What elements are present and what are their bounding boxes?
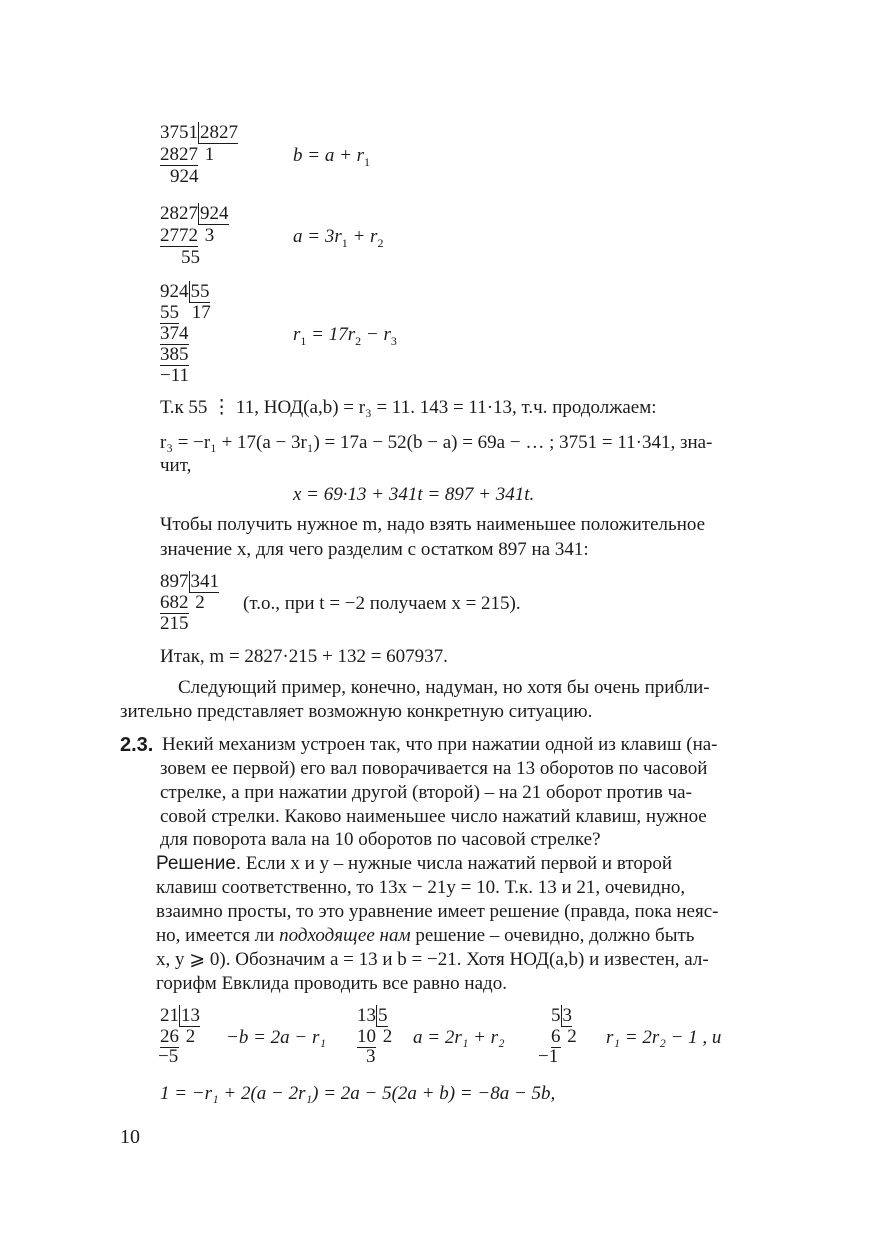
d3-eq xyxy=(293,324,397,352)
solution-label: Решение. xyxy=(156,853,242,874)
d1-eq-sub: 1 xyxy=(364,154,371,169)
d2-eq-s1: 1 xyxy=(341,235,348,250)
d1-eq xyxy=(293,145,370,173)
d4-divisor: 341 xyxy=(190,571,219,592)
e3-quot: 2 xyxy=(567,1026,577,1047)
d4-sub: 682 xyxy=(160,592,189,613)
solution-l4c: решение – очевидно, должно быть xyxy=(410,925,695,946)
problem-line-2: зовем ее первой) его вал поворачивается на 13 оборотов по часовой xyxy=(160,758,708,779)
problem-number: 2.3. xyxy=(120,734,154,756)
problem-line-5: для поворота вала на 10 оборотов по часовой стрелке? xyxy=(160,829,601,850)
d4-dividend: 897 xyxy=(160,571,189,592)
d2-eq-a: a = 3r xyxy=(293,226,342,247)
tk-line: Т.к 55 ⋮ 11, НОД(a,b) = r₃ = 11. 143 = 11·13, т.ч. продолжаем: xyxy=(160,397,657,418)
next-line2: зительно представляет возможную конкретную ситуацию. xyxy=(120,701,593,722)
d3-quot: 17 xyxy=(191,302,211,323)
d3-eq-c: − r xyxy=(361,324,391,345)
e2-quot: 2 xyxy=(382,1026,393,1047)
d1-quot: 1 xyxy=(204,144,215,165)
d3-l4-text: 385 xyxy=(160,344,189,365)
e2-rem: 3 xyxy=(366,1046,376,1067)
solution-line-6: горифм Евклида проводить все равно надо. xyxy=(156,973,507,994)
chit-line: чит, xyxy=(160,455,192,476)
e2-sub: 10 xyxy=(357,1026,376,1047)
e2-dividend: 13 xyxy=(357,1005,376,1026)
solution-line-2: клавиш соответственно, то 13x − 21y = 10. Т.к. 13 и 21, очевидно, xyxy=(156,877,686,898)
d1-dividend: 3751 xyxy=(160,122,198,143)
e1-dividend-row xyxy=(160,1005,200,1027)
solution-l1-text: Если x и y – нужные числа нажатий первой и второй xyxy=(241,853,673,874)
e1-rem: −5 xyxy=(158,1046,179,1067)
d1-sub: 2827 xyxy=(160,144,198,165)
d4-dividend-row xyxy=(160,571,219,593)
problem-line-3: стрелке, а при нажатии другой (второй) – на 21 оборот против ча- xyxy=(160,782,692,803)
d1-dividend-row xyxy=(160,122,238,144)
e1-divisor: 13 xyxy=(181,1005,200,1026)
d3-line3 xyxy=(160,323,189,345)
d3-dividend: 924 xyxy=(160,281,189,302)
d2-rem: 55 xyxy=(181,247,200,268)
d3-eq-s1: 1 xyxy=(300,333,307,348)
d2-dividend-row xyxy=(160,203,229,225)
solution-l4b: подходящее нам xyxy=(279,925,411,946)
e3-sub: 6 xyxy=(551,1026,561,1047)
problem-line-4: совой стрелки. Каково наименьшее число нажатий клавиш, нужное xyxy=(160,806,707,827)
solution-line-3: взаимно просты, то это уравнение имеет решение (правда, пока неяс- xyxy=(156,901,719,922)
d2-eq-b: + r xyxy=(347,226,378,247)
e3-dividend-row xyxy=(551,1005,572,1027)
e3-rem: −1 xyxy=(538,1046,559,1067)
e3-divisor: 3 xyxy=(562,1005,572,1026)
solution-line-1 xyxy=(156,853,672,875)
para1-line2: значение x, для чего разделим с остатком 897 на 341: xyxy=(160,539,589,560)
d4-rem: 215 xyxy=(160,613,189,634)
d1-sub-row xyxy=(160,144,214,166)
e3-sub-row xyxy=(551,1026,577,1048)
solution-l4a: но, имеется ли xyxy=(156,925,280,946)
e1-quot: 2 xyxy=(185,1026,196,1047)
e1-sub-row xyxy=(160,1026,195,1048)
final-equation: 1 = −r₁ + 2(a − 2r₁) = 2a − 5(2a + b) = −8a − 5b, xyxy=(160,1083,556,1104)
e3-eq: r₁ = 2r₂ − 1 , и xyxy=(606,1027,722,1048)
d2-sub-row xyxy=(160,225,214,247)
d4-sub-row xyxy=(160,592,205,614)
d2-sub: 2772 xyxy=(160,225,198,246)
d1-divisor: 2827 xyxy=(200,122,238,143)
itak-line: Итак, m = 2827·215 + 132 = 607937. xyxy=(160,646,448,667)
d3-rem: −11 xyxy=(160,365,190,386)
e2-dividend-row xyxy=(357,1005,388,1027)
d4-quot: 2 xyxy=(195,592,205,613)
d3-l3-text: 374 xyxy=(160,323,189,344)
d1-eq-main: b = a + r xyxy=(293,145,365,166)
d2-eq-s2: 2 xyxy=(377,235,384,250)
d3-line4 xyxy=(160,344,189,366)
d3-eq-s3: 3 xyxy=(390,333,397,348)
d3-dividend-row xyxy=(160,281,210,303)
d2-divisor: 924 xyxy=(200,203,229,224)
e2-sub-row xyxy=(357,1026,392,1048)
d3-sub-row xyxy=(160,302,211,324)
d3-eq-b: = 17r xyxy=(306,324,356,345)
solution-line-5: x, y ⩾ 0). Обозначим a = 13 и b = −21. Хотя НОД(a,b) и известен, ал- xyxy=(156,949,709,970)
d3-divisor: 55 xyxy=(190,281,210,302)
problem-line-1: Некий механизм устроен так, что при нажатии одной из клавиш (на- xyxy=(162,734,718,755)
solution-line-4 xyxy=(156,925,694,947)
e1-sub: 26 xyxy=(160,1026,179,1047)
d1-rem: 924 xyxy=(170,166,199,187)
e1-eq: −b = 2a − r₁ xyxy=(226,1027,326,1048)
r3-line: r₃ = −r₁ + 17(a − 3r₁) = 17a − 52(b − a) = 69a − … ; 3751 = 11·341, зна- xyxy=(160,432,713,453)
page-number: 10 xyxy=(120,1126,140,1148)
e2-eq: a = 2r₁ + r₂ xyxy=(413,1027,505,1048)
e2-divisor: 5 xyxy=(378,1005,388,1026)
d2-eq xyxy=(293,226,383,254)
d4-note: (т.о., при t = −2 получаем x = 215). xyxy=(243,593,521,614)
next-line1: Следующий пример, конечно, надуман, но хотя бы очень прибли- xyxy=(178,677,710,698)
d2-quot: 3 xyxy=(204,225,215,246)
d3-eq-a: r xyxy=(293,324,301,345)
x-equation: x = 69·13 + 341t = 897 + 341t. xyxy=(293,484,535,505)
e1-dividend: 21 xyxy=(160,1005,179,1026)
e3-dividend: 5 xyxy=(551,1005,561,1026)
d3-eq-s2: 2 xyxy=(355,333,362,348)
d3-sub1: 55 xyxy=(160,302,179,323)
para1-line1: Чтобы получить нужное m, надо взять наименьшее положительное xyxy=(160,514,706,535)
d2-dividend: 2827 xyxy=(160,203,198,224)
